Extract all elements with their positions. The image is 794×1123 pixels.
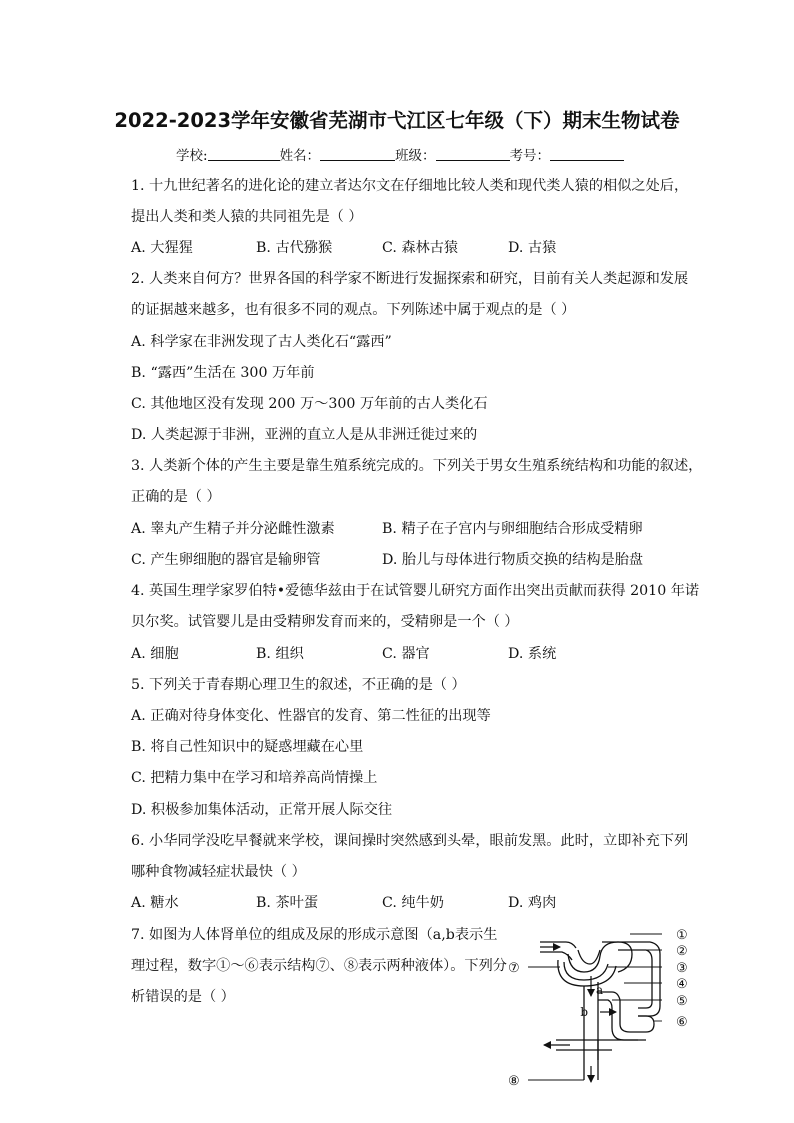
name-blank[interactable]: [320, 148, 395, 161]
question-3-stem-line2: 正确的是（ ）: [131, 489, 221, 505]
question-2-option-d[interactable]: D. 人类起源于非洲，亚洲的直立人是从非洲迁徙过来的: [131, 427, 478, 443]
efferent-arteriole-inner: [618, 950, 652, 1008]
question-6-option-c[interactable]: C. 纯牛奶: [382, 895, 444, 911]
question-6-option-a[interactable]: A. 糖水: [131, 895, 179, 911]
question-4-option-a[interactable]: A. 细胞: [131, 646, 179, 662]
question-2-option-b[interactable]: B. “露西”生活在 300 万年前: [131, 365, 315, 381]
label-3: ③: [676, 961, 688, 976]
class-blank[interactable]: [436, 148, 510, 161]
question-5-option-c[interactable]: C. 把精力集中在学习和培养高尚情操上: [131, 770, 378, 786]
question-2-option-a[interactable]: A. 科学家在非洲发现了古人类化石“露西”: [131, 334, 392, 350]
question-5-option-b[interactable]: B. 将自己性知识中的疑惑埋藏在心里: [131, 739, 364, 755]
question-1-option-c[interactable]: C. 森林古猿: [382, 240, 459, 256]
question-4-option-d[interactable]: D. 系统: [508, 646, 557, 662]
name-label: 姓名：: [279, 148, 321, 164]
question-3-option-d[interactable]: D. 胎儿与母体进行物质交换的结构是胎盘: [382, 552, 644, 568]
tubule-loop-inner: [598, 1000, 646, 1040]
label-7: ⑦: [508, 961, 520, 976]
student-info-row: [176, 144, 624, 164]
question-1-option-d[interactable]: D. 古猿: [508, 240, 557, 256]
question-4-stem-line2: 贝尔奖。试管婴儿是由受精卵发育而来的，受精卵是一个（ ）: [131, 614, 519, 630]
label-8: ⑧: [508, 1074, 520, 1089]
question-6-option-d[interactable]: D. 鸡肉: [508, 895, 557, 911]
question-3-option-a[interactable]: A. 睾丸产生精子并分泌雌性激素: [131, 521, 335, 537]
question-4-stem-line1: 4. 英国生理学家罗伯特•爱德华兹由于在试管婴儿研究方面作出突出贡献而获得 2010 年诺: [131, 583, 700, 599]
question-2-option-c[interactable]: C. 其他地区没有发现 200 万～300 万年前的古人类化石: [131, 396, 488, 412]
question-7-stem-line1: 7. 如图为人体肾单位的组成及尿的形成示意图（a,b表示生: [131, 927, 498, 943]
label-6: ⑥: [676, 1015, 688, 1030]
question-2-stem-line1: 2. 人类来自何方？世界各国的科学家不断进行发掘探索和研究，目前有关人类起源和发展: [131, 271, 689, 287]
question-6-option-b[interactable]: B. 茶叶蛋: [256, 895, 319, 911]
question-1-stem-line2: 提出人类和类人猿的共同祖先是（ ）: [131, 209, 363, 225]
label-4: ④: [676, 977, 688, 992]
process-a-label: a: [596, 983, 604, 997]
exam-number-blank[interactable]: [550, 148, 624, 161]
question-3-stem-line1: 3. 人类新个体的产生主要是靠生殖系统完成的。下列关于男女生殖系统结构和功能的叙述，: [131, 458, 703, 474]
page-title: 2022-2023学年安徽省芜湖市弋江区七年级（下）期末生物试卷: [114, 109, 680, 132]
question-2-stem-line2: 的证据越来越多，也有很多不同的观点。下列陈述中属于观点的是（ ）: [131, 302, 576, 318]
afferent-arteriole-lower: [540, 952, 572, 960]
label-5: ⑤: [676, 994, 688, 1009]
exam-number-label: 考号：: [509, 148, 551, 164]
question-7-stem-line3: 析错误的是（ ）: [131, 989, 235, 1005]
school-label: 学校:: [176, 148, 208, 164]
class-label: 班级：: [395, 148, 436, 164]
question-4-option-b[interactable]: B. 组织: [256, 646, 304, 662]
question-3-option-c[interactable]: C. 产生卵细胞的器官是输卵管: [131, 552, 321, 568]
question-6-stem-line2: 哪种食物减轻症状最快（ ）: [131, 864, 306, 880]
process-b-label: b: [580, 1005, 588, 1019]
question-4-option-c[interactable]: C. 器官: [382, 646, 430, 662]
label-2: ②: [676, 944, 688, 959]
nephron-diagram: [500, 920, 720, 1090]
school-blank[interactable]: [208, 148, 280, 161]
question-7-stem-line2: 理过程，数字①～⑥表示结构⑦、⑧表示两种液体）。下列分: [131, 958, 507, 974]
glomerulus-inner: [578, 950, 600, 964]
question-5-stem-line1: 5. 下列关于青春期心理卫生的叙述，不正确的是（ ）: [131, 677, 466, 693]
question-1-option-b[interactable]: B. 古代猕猴: [256, 240, 333, 256]
label-1: ①: [676, 928, 688, 943]
glomerulus: [568, 942, 632, 972]
question-5-option-d[interactable]: D. 积极参加集体活动，正常开展人际交往: [131, 802, 393, 818]
question-5-option-a[interactable]: A. 正确对待身体变化、性器官的发育、第二性征的出现等: [131, 708, 491, 724]
question-1-stem-line1: 1. 十九世纪著名的进化论的建立者达尔文在仔细地比较人类和现代类人猿的相似之处后，: [131, 178, 689, 194]
question-3-option-b[interactable]: B. 精子在子宫内与卵细胞结合形成受精卵: [382, 521, 643, 537]
question-6-stem-line1: 6. 小华同学没吃早餐就来学校，课间操时突然感到头晕，眼前发黑。此时，立即补充下列: [131, 833, 689, 849]
question-1-option-a[interactable]: A. 大猩猩: [131, 240, 193, 256]
